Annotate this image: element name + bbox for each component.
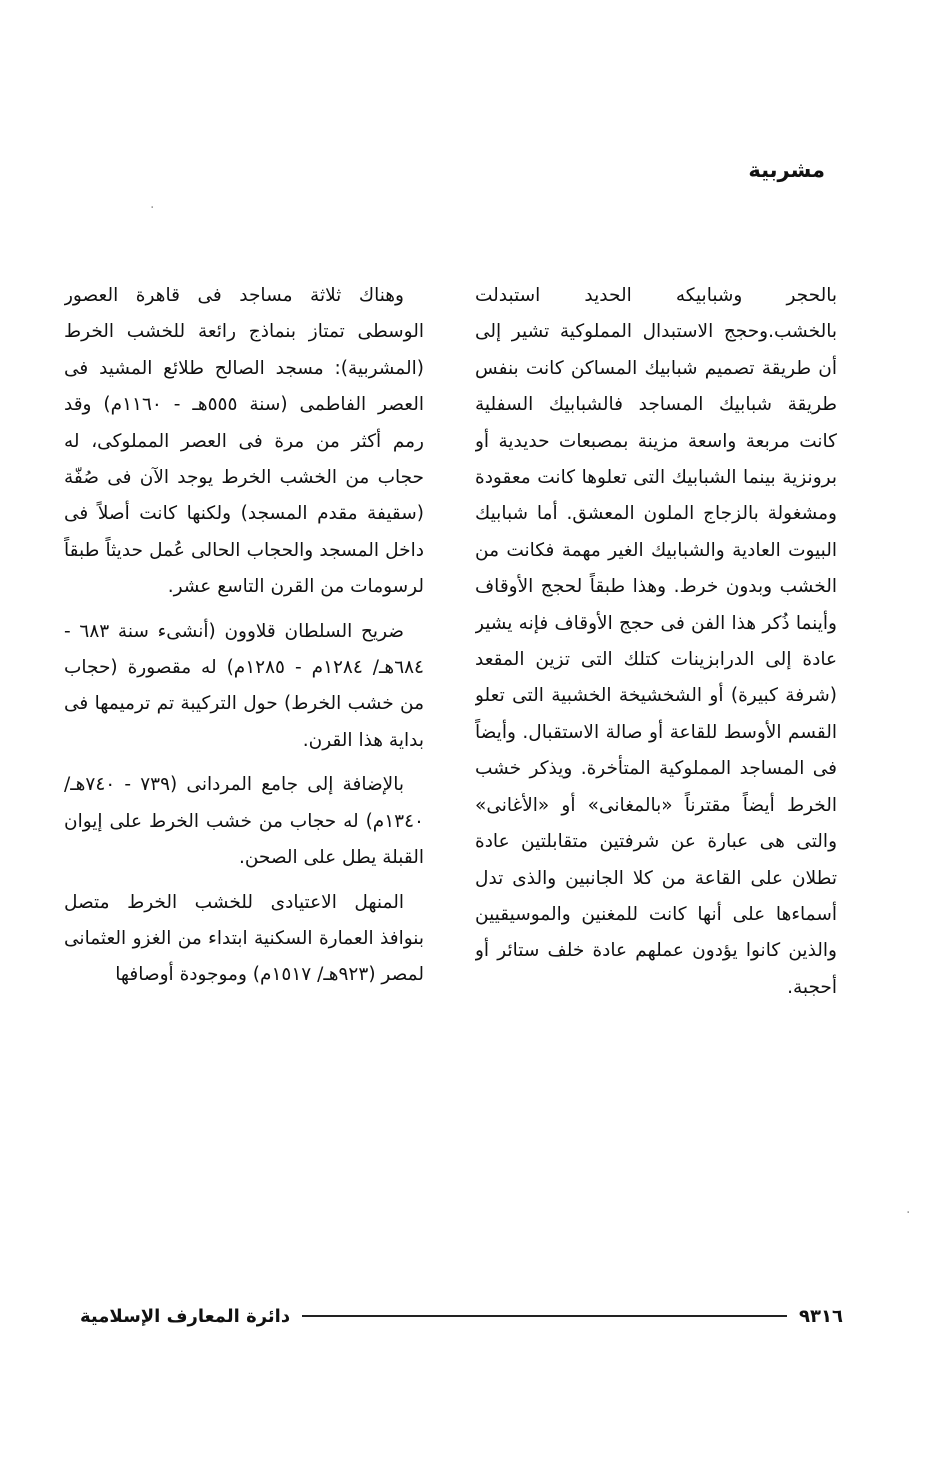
text-column-right xyxy=(475,278,837,1278)
scan-speck-mark: · xyxy=(906,1205,911,1221)
paragraph: ضريح السلطان قلاوون (أنشىء سنة ٦٨٣ - ٦٨٤هـ/ ١٢٨٤م - ١٢٨٥م) له مقصورة (حجاب من خشب الخرط) حول التركيبة تم ترميمها فى بداية هذا القرن. xyxy=(64,620,424,751)
paragraph: وهناك ثلاثة مساجد فى قاهرة العصور الوسطى تمتاز بنماذج رائعة للخشب الخرط (المشربية): مسجد الصالح طلائع المشيد فى العصر الفاطمى (سنة ٥٥٥هـ - ١١٦٠م) وقد رمم أكثر من مرة فى العصر المملوكى، له حجاب من الخشب الخرط يوجد الآن فى صُفّة (سقيفة مقدم المسجد) ولكنها كانت أصلاً فى داخل المسجد والحجاب الحالى عُمل حديثاً طبقاً لرسومات من القرن التاسع عشر. xyxy=(64,285,424,598)
page-number: ٩٣١٦ xyxy=(799,1305,843,1327)
running-header: مشربية xyxy=(748,158,825,182)
paragraph: بالحجر وشبابيكه الحديد استبدلت بالخشب.وحجج الاستبدال المملوكية تشير إلى أن طريقة تصميم شبابيك المساكن كانت بنفس طريقة شبابيك المساجد فالشبابيك السفلية كانت مربعة واسعة مزينة بمصبعات حديدية أو برونزية بينما الشبابيك التى تعلوها كانت معقودة ومشغولة بالزجاج الملون المعشق. أما شبابيك البيوت العادية والشبابيك الغير مهمة فكانت من الخشب وبدون خرط. وهذا طبقاً لحجج الأوقاف وأينما ذُكر هذا الفن فى حجج الأوقاف فإنه يشير عادة إلى الدرابزينات كتلك التى تزين المقعد (شرفة كبيرة) أو الشخشيخة الخشبية التى تعلو القسم الأوسط للقاعة أو صالة الاستقبال. وأيضاً فى المساجد المملوكية المتأخرة. ويذكر خشب الخرط أيضاً مقترناً «بالمغانى» أو «الأغانى» والتى هى عبارة عن شرفتين متقابلتين عادة تطلان على القاعة من كلا الجانبين والذى تدل أسماءها على أنها كانت للمغنين والموسيقيين والذين كانوا يؤدون عملهم عادة خلف ستائر أو أحجبة. xyxy=(475,285,837,998)
text-column-left xyxy=(64,278,424,1278)
publication-title: دائرة المعارف الإسلامية xyxy=(80,1305,291,1327)
paragraph: المنهل الاعتيادى للخشب الخرط متصل بنوافذ العمارة السكنية ابتداء من الغزو العثمانى لمصر (٩٢٣هـ/ ١٥١٧م) وموجودة أوصافها xyxy=(64,891,424,986)
footer-rule xyxy=(302,1315,787,1317)
paragraph: بالإضافة إلى جامع المردانى (٧٣٩ - ٧٤٠هـ/ ١٣٤٠م) له حجاب من خشب الخرط على إيوان القبلة يطل على الصحن. xyxy=(64,774,424,869)
scan-speck-mark: · xyxy=(150,200,155,216)
page-footer xyxy=(80,1296,843,1336)
